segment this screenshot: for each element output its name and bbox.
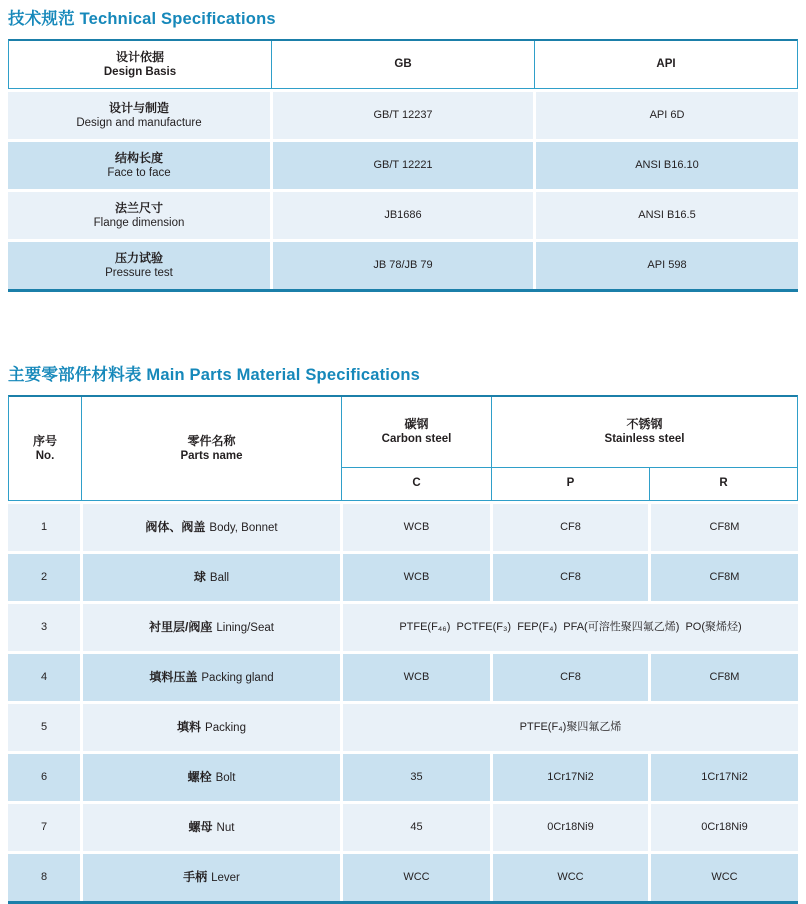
cell-stainless-r: CF8M bbox=[648, 554, 798, 601]
cell-stainless-r: 0Cr18Ni9 bbox=[648, 804, 798, 851]
cell-gb-value: JB1686 bbox=[270, 192, 533, 239]
cell-stainless-p: CF8 bbox=[490, 654, 648, 701]
cell-item-name: 设计与制造 Design and manufacture bbox=[76, 100, 202, 129]
cell-no: 4 bbox=[40, 671, 48, 684]
cell-carbon-c: WCB bbox=[340, 554, 490, 601]
cell-no: 6 bbox=[40, 771, 48, 784]
header-grade-p: P bbox=[491, 467, 649, 500]
technical-specifications-table bbox=[8, 39, 798, 292]
header-gb: GB bbox=[271, 41, 534, 88]
cell-part-name: 填料 Packing bbox=[80, 704, 340, 751]
header-no: 序号 No. bbox=[32, 433, 57, 462]
table-row bbox=[8, 192, 798, 239]
cell-gb-value: GB/T 12221 bbox=[270, 142, 533, 189]
header-parts-name: 零件名称 Parts name bbox=[81, 397, 341, 500]
table-row bbox=[8, 242, 798, 289]
cell-part-name: 填料压盖 Packing gland bbox=[80, 654, 340, 701]
cell-stainless-r: CF8M bbox=[648, 504, 798, 551]
table-row bbox=[8, 754, 798, 801]
cell-stainless-r: CF8M bbox=[648, 654, 798, 701]
cell-api-value: ANSI B16.10 bbox=[533, 142, 798, 189]
cell-part-name: 衬里层/阀座 Lining/Seat bbox=[80, 604, 340, 651]
cell-stainless-p: CF8 bbox=[490, 504, 648, 551]
table-row bbox=[8, 142, 798, 189]
cell-carbon-c: 35 bbox=[340, 754, 490, 801]
cell-no: 3 bbox=[40, 621, 48, 634]
cell-stainless-p: 0Cr18Ni9 bbox=[490, 804, 648, 851]
cell-api-value: API 598 bbox=[533, 242, 798, 289]
header-grade-r: R bbox=[649, 467, 797, 500]
cell-api-value: ANSI B16.5 bbox=[533, 192, 798, 239]
table-row bbox=[8, 704, 798, 751]
main-parts-material-title: 主要零部件材料表 Main Parts Material Specifications bbox=[8, 366, 421, 384]
header-carbon-steel: 碳钢 Carbon steel bbox=[341, 397, 491, 467]
header-stainless-steel: 不锈钢 Stainless steel bbox=[491, 397, 797, 467]
cell-item-name: 结构长度 Face to face bbox=[107, 150, 171, 179]
cell-part-name: 球 Ball bbox=[80, 554, 340, 601]
cell-no: 1 bbox=[40, 521, 48, 534]
cell-material-span: PTFE(F₄)聚四氟乙烯 bbox=[340, 704, 798, 751]
cell-material-span: PTFE(F₄₆) PCTFE(F₃) FEP(F₄) PFA(可溶性聚四氟乙烯) PO(聚烯烃) bbox=[340, 604, 798, 651]
table-row bbox=[8, 92, 798, 139]
cell-stainless-p: 1Cr17Ni2 bbox=[490, 754, 648, 801]
main-parts-material-table bbox=[8, 395, 798, 904]
cell-carbon-c: WCB bbox=[340, 654, 490, 701]
cell-no: 8 bbox=[40, 871, 48, 884]
cell-item-name: 法兰尺寸 Flange dimension bbox=[93, 200, 185, 229]
cell-stainless-p: CF8 bbox=[490, 554, 648, 601]
table-row bbox=[8, 804, 798, 851]
cell-stainless-r: 1Cr17Ni2 bbox=[648, 754, 798, 801]
cell-carbon-c: WCC bbox=[340, 854, 490, 901]
table-row bbox=[8, 554, 798, 601]
cell-part-name: 阀体、阀盖 Body, Bonnet bbox=[80, 504, 340, 551]
technical-specifications-title: 技术规范 Technical Specifications bbox=[8, 10, 276, 28]
cell-no: 2 bbox=[40, 571, 48, 584]
cell-stainless-p: WCC bbox=[490, 854, 648, 901]
cell-no: 7 bbox=[40, 821, 48, 834]
cell-carbon-c: 45 bbox=[340, 804, 490, 851]
table-row bbox=[8, 504, 798, 551]
header-design-basis-en: Design Basis bbox=[103, 65, 177, 78]
header-grade-c: C bbox=[341, 467, 491, 500]
cell-part-name: 手柄 Lever bbox=[80, 854, 340, 901]
cell-carbon-c: WCB bbox=[340, 504, 490, 551]
cell-gb-value: JB 78/JB 79 bbox=[270, 242, 533, 289]
table-row bbox=[8, 604, 798, 651]
cell-item-name: 压力试验 Pressure test bbox=[105, 250, 173, 279]
cell-gb-value: GB/T 12237 bbox=[270, 92, 533, 139]
header-design-basis-zh: 设计依据 bbox=[115, 49, 164, 64]
table1-header-row bbox=[8, 39, 798, 89]
table-row bbox=[8, 854, 798, 901]
header-api: API bbox=[534, 41, 797, 88]
cell-part-name: 螺母 Nut bbox=[80, 804, 340, 851]
table-row bbox=[8, 654, 798, 701]
table2-header bbox=[8, 395, 798, 501]
cell-no: 5 bbox=[40, 721, 48, 734]
header-design-basis bbox=[9, 41, 271, 88]
cell-stainless-r: WCC bbox=[648, 854, 798, 901]
cell-part-name: 螺栓 Bolt bbox=[80, 754, 340, 801]
cell-api-value: API 6D bbox=[533, 92, 798, 139]
